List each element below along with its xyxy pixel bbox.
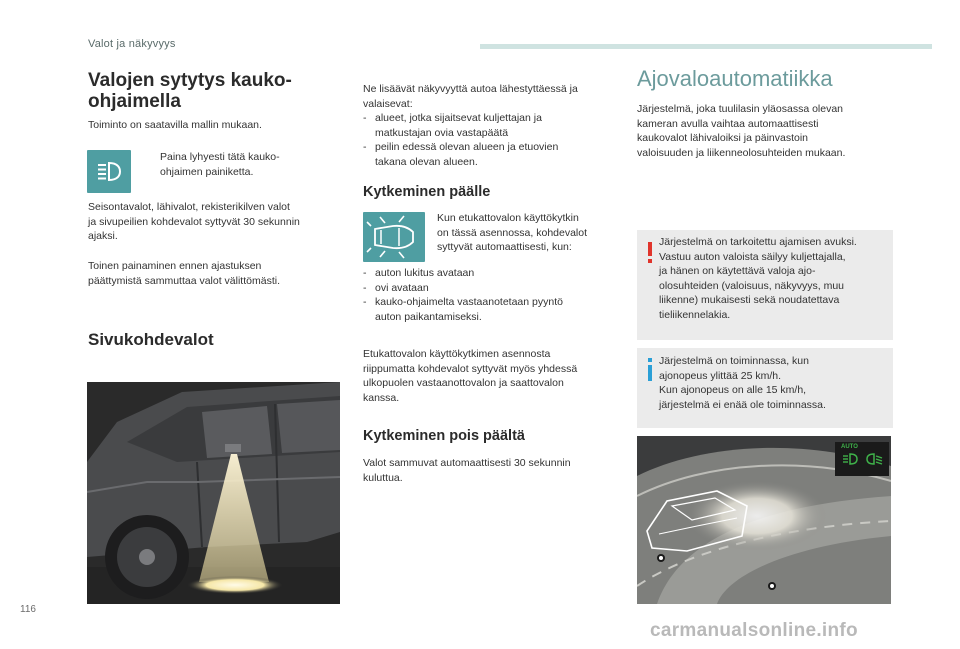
off-line-2: kuluttua. [363, 471, 403, 484]
section-header: Valot ja näkyvyys [88, 38, 176, 50]
section-title-switch-on: Kytkeminen päälle [363, 184, 491, 200]
title-line-2: ohjaimella [88, 91, 181, 112]
low-beam-indicator-icon [865, 452, 883, 466]
auto-headlight-indicator-icon [841, 452, 859, 466]
on-line-2: on tässä asennossa, kohdevalot [437, 226, 588, 239]
intro-text: Toiminto on saatavilla mallin mukaan. [88, 119, 262, 131]
para1-line-2: ja sivupeilien kohdevalot syttyvät 30 sekunnin [88, 215, 300, 228]
car-side-lighting-photo [87, 382, 340, 604]
section-title-switch-off: Kytkeminen pois päältä [363, 428, 525, 444]
list-item: - alueet, jotka sijaitsevat kuljettajan ja matkustajan ovia vastapäätä [363, 111, 613, 140]
para-line-1: Etukattovalon käyttökytkimen asennosta [363, 348, 551, 360]
auto-intro-line-2: kameran avulla vaihtaa automaattisesti [637, 117, 819, 130]
courtesy-light-paragraph [363, 347, 613, 405]
courtesy-light-intro [363, 82, 613, 111]
paragraph-lights-on [88, 200, 338, 244]
paragraph-second-press [88, 259, 338, 288]
section-title-side-lights: Sivukohdevalot [88, 330, 214, 349]
auto-intro-line-4: valoisuuden ja liikenneolosuhteiden mukaan. [637, 146, 846, 159]
info-note [637, 348, 893, 428]
list-item: - kauko-ohjaimelta vastaanotetaan pyyntö auton paikantamiseksi. [363, 295, 613, 324]
list-item: - peilin edessä olevan alueen ja etuovien takana olevan alueen. [363, 140, 613, 169]
para1-line-1: Seisontavalot, lähivalot, rekisterikilven valot [88, 201, 290, 213]
auto-intro-line-1: Järjestelmä, joka tuulilasin yläosassa olevan [637, 103, 844, 115]
switch-on-conditions-list [363, 266, 613, 324]
list-item: - ovi avataan [363, 281, 613, 296]
instruction-line-1: Paina lyhyesti tätä kauko- [160, 151, 280, 163]
auto-headlights-intro [637, 102, 897, 160]
watermark: carmanualsonline.info [650, 620, 858, 641]
warning-note [637, 230, 893, 340]
page-number: 116 [20, 604, 36, 615]
warning-icon [645, 242, 655, 264]
auto-headlights-photo [637, 436, 891, 604]
instruction-text [160, 150, 340, 179]
switch-off-text [363, 456, 613, 485]
illuminated-areas-list [363, 111, 613, 169]
section-title-remote-lighting [88, 70, 328, 112]
warning-text: Järjestelmä on tarkoitettu ajamisen avuksi. Vastuu auton valoista säilyy kuljettajalla, ja hänen on käytettävä valoja ajo- olosuhteiden (valoisuus, näkyvyys, muu liikenne) mukaisesti sekä noudatettava tieliikennelakia. [659, 236, 857, 321]
para2-line-2: päättymistä sammuttaa valot välittömästi. [88, 274, 280, 287]
auto-indicator-label: AUTO [841, 444, 858, 450]
intro-line-2: valaisevat: [363, 97, 413, 110]
on-line-3: syttyvät automaattisesti, kun: [437, 241, 572, 254]
off-line-1: Valot sammuvat automaattisesti 30 sekunnin [363, 457, 571, 469]
intro-line-1: Ne lisäävät näkyvyyttä autoa lähestyttäessä ja [363, 83, 578, 95]
para1-line-3: ajaksi. [88, 230, 118, 243]
on-line-1: Kun etukattovalon käyttökytkin [437, 212, 579, 224]
para-line-2: riippumatta kohdevalot syttyvät myös yhdessä [363, 362, 578, 375]
title-line-1: Valojen sytytys kauko- [88, 70, 292, 91]
header-rule [480, 44, 932, 49]
car-courtesy-light-icon [363, 212, 425, 262]
para-line-4: kanssa. [363, 391, 400, 404]
auto-intro-line-3: kaukovalot lähivaloiksi ja päinvastoin [637, 132, 809, 145]
info-text: Järjestelmä on toiminnassa, kun ajonopeus ylittää 25 km/h. Kun ajonopeus on alle 15 km/h, järjestelmä ei enää ole toiminnassa. [659, 355, 826, 411]
para2-line-1: Toinen painaminen ennen ajastuksen [88, 260, 262, 272]
instruction-line-2: ohjaimen painiketta. [160, 165, 254, 178]
section-title-auto-headlights: Ajovaloautomatiikka [637, 66, 833, 91]
headlight-icon [87, 150, 131, 193]
para-line-3: ulkopuolen vastaanottovalon ja saattovalon [363, 377, 564, 390]
switch-on-text [437, 211, 617, 255]
list-item: - auton lukitus avataan [363, 266, 613, 281]
info-icon [645, 358, 655, 380]
